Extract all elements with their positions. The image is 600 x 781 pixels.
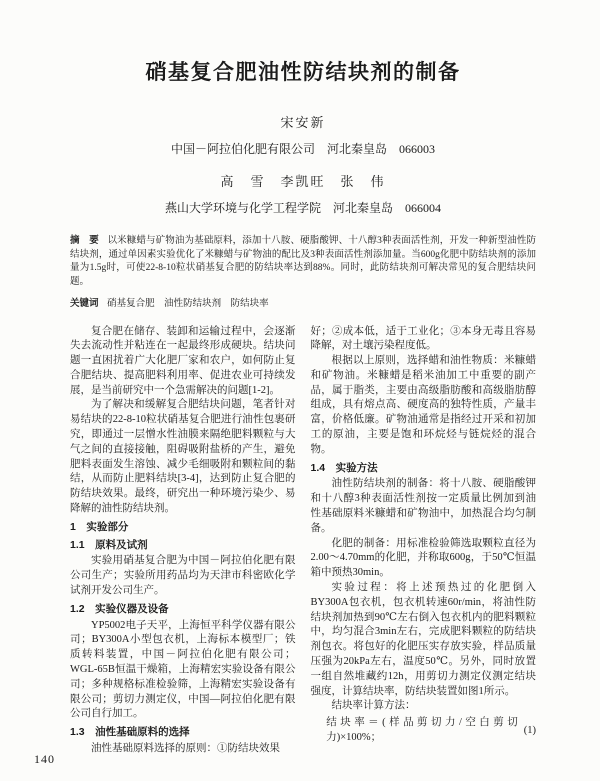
page-number: 140 [34,752,55,766]
author-line-2: 高 雪 李凯旺 张 伟 [220,174,386,189]
right-column [311,325,537,757]
selection-principle-continuation: 好；②成本低，适于工业化；③本身无毒且容易降解，对土壤污染程度低。 [310,325,536,352]
paper-title: 硝基复合肥油性防结块剂的制备 [145,61,461,84]
heading-materials: 1.1 原料及试剂 [70,538,148,551]
intro-paragraph-2: 为了解决和缓解复合肥结块问题，笔者针对易结块的22-8-10粒状硝基复合肥进行油性包裹研究，即通过一层憎水性油膜来隔绝肥料颗粒与大气之间的直接接触，阻碍吸附盐桥的产生，避免肥料表面发生溶蚀、减少毛细吸附和颗粒间的黏结，从而防止肥料结块[3-4]，达到防止复合肥的防结块效果。最终，研究出一种环境污染少、易降解的油性防结块剂。 [70,399,296,515]
keywords-text: 硝基复合肥 油性防结块剂 防结块率 [107,299,269,309]
left-column [70,325,296,757]
instruments-paragraph: YP5002电子天平，上海恒平科学仪器有限公司；BY300A小型包衣机，上海标本模型厂；铁质转料装置，中国－阿拉伯化肥有限公司；WGL-65B恒温干燥箱，上海精宏实验设备有限公司；多种规格标准检验筛，上海精宏实验设备有限公司；剪切力测定仪，中国—阿拉伯化肥有限公司自行加工。 [70,619,296,720]
equation-text: 结块率＝(样品剪切力/空白剪切力)×100%； [326,717,518,744]
abstract [70,234,536,289]
abstract-text: 以米糠蜡与矿物油为基础原料，添加十八胺、硬脂酸钾、十八醇3种表面活性剂，开发一种新型油性防结块剂，通过单因素实验优化了米糠蜡与矿物油的配比及3种表面活性剂添加量。当600g化肥中防结块剂的添加量为1.5g时，可使22-8-10粒状硝基复合肥的防结块率达到88%。同时，此防结块剂可解决常见的复合肥结块问题。 [70,236,536,287]
equation-number: (1) [523,724,536,736]
experiment-process-paragraph: 实验过程：将上述预热过的化肥倒入BY300A包衣机，包衣机转速60r/min，将油性防结块剂加热到90℃左右倒入包衣机内的肥料颗粒中，均匀混合3min左右，完成肥料颗粒的防结块剂包衣。将包好的化肥压实存放实验，样品质量压强为20kPa左右，温度50℃。另外，同时放置一组自然堆藏约12h，用剪切力测定仪测定结块强度，计算结块率，防结块装置如图1所示。 [310,582,536,697]
anticaking-preparation-paragraph: 油性防结块剂的制备：将十八胺、硬脂酸钾和十八醇3种表面活性剂按一定质量比例加到油性基础原料米糠蜡和矿物油中，加热混合均匀制备。 [310,478,536,534]
abstract-label: 摘 要 [70,235,99,246]
caking-rate-method-paragraph: 结块率计算方法： [331,700,416,712]
wax-oil-paragraph: 根据以上原则，选择蜡和油性物质：米糠蜡和矿物油。米糠蜡是稻米油加工中重要的副产品，属于脂类，主要由高级脂肪酸和高级脂肪醇组成，具有熔点高、硬度高的独特性质，产量丰富，价格低廉。矿物油通常是指经过开采和初加工的原油，主要是饱和环烷烃与链烷烃的混合物。 [310,355,536,455]
affiliation-1: 中国－阿拉伯化肥有限公司 河北秦皇岛 066003 [170,142,435,156]
fertilizer-preparation-paragraph: 化肥的制备：用标准检验筛选取颗粒直径为2.00～4.70mm的化肥，并称取600g，于50℃恒温箱中预热30min。 [310,537,536,579]
heading-experimental-method: 1.4 实验方法 [310,461,378,474]
selection-principle-paragraph: 油性基础原料选择的原则：①防结块效果 [91,743,280,755]
equation-1 [311,716,537,746]
heading-experiment-section: 1 实验部分 [70,520,129,533]
materials-paragraph: 实验用硝基复合肥为中国－阿拉伯化肥有限公司生产；实验所用药品均为天津市科密欧化学试剂开发公司生产。 [70,555,296,597]
heading-base-material-selection: 1.3 油性基础原料的选择 [70,726,190,739]
author-line-1: 宋安新 [280,115,326,130]
keywords-label: 关键词 [70,298,99,309]
body-columns [70,325,536,757]
heading-instruments: 1.2 实验仪器及设备 [70,602,169,615]
intro-paragraph-1: 复合肥在储存、装卸和运输过程中，会逐渐失去流动性并粘连在一起最终形成硬块。结块问题一直困扰着广大化肥厂家和农户，如何防止复合肥结块、提高肥料利用率、促进农业可持续发展，是当前研究中一个急需解决的问题[1-2]。 [70,325,296,396]
affiliation-2: 燕山大学环境与化学工程学院 河北秦皇岛 066004 [164,201,441,215]
keywords [70,297,536,312]
